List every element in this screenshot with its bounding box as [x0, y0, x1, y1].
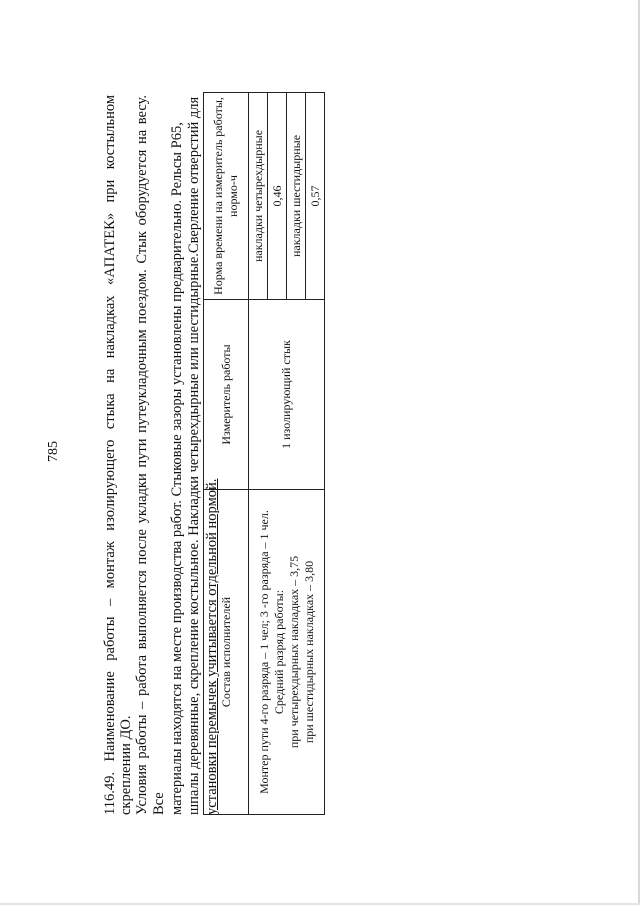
norm-table	[203, 92, 325, 815]
conditions-line: материалы находятся на месте производства работ. Стыковые зазоры установлены предварительно. Рельсы Р65,	[168, 122, 185, 815]
conditions-line: установки перемычек учитывается отдельной нормой.	[203, 478, 220, 815]
unit-cell: 1 изолирующий стык	[249, 300, 325, 490]
header-norm: Норма времени на измеритель работы, нормо-ч	[204, 93, 249, 300]
conditions-line: шпалы деревянные, скрепление костыльное. Накладки четырехдырные или шестидырные.Сверление отверстий для	[186, 96, 203, 815]
section-heading: 116.49. Наименование работы – монтаж изолирующего стыка на накладках «АПАТЕК» при костыльном скреплении ДО.	[102, 95, 134, 815]
norm-label-cell: накладки шестидырные	[287, 93, 306, 300]
performers-line: при четырехдырных накладках – 3,75	[286, 555, 301, 749]
conditions-line: Условия работы – работа выполняется после укладки пути путеукладочным поездом. Стык оборудуется на весу. Все	[134, 95, 168, 815]
performers-line: при шестидырных накладках – 3,80	[301, 560, 316, 744]
rotated-page-content	[102, 95, 322, 815]
norm-value-cell: 0,57	[306, 93, 325, 300]
performers-line: Монтер пути 4-го разряда – 1 чел; 3 -го разряда – 1 чел.	[256, 510, 271, 794]
norm-value-cell: 0,46	[268, 93, 287, 300]
norm-label-cell: накладки четырехдырные	[249, 93, 268, 300]
header-unit: Измеритель работы	[204, 300, 249, 490]
performers-line: Средний разряд работы:	[271, 589, 286, 715]
page-number: 785	[46, 441, 61, 462]
header-performers: Состав исполнителей	[204, 490, 249, 815]
performers-cell	[249, 490, 325, 815]
